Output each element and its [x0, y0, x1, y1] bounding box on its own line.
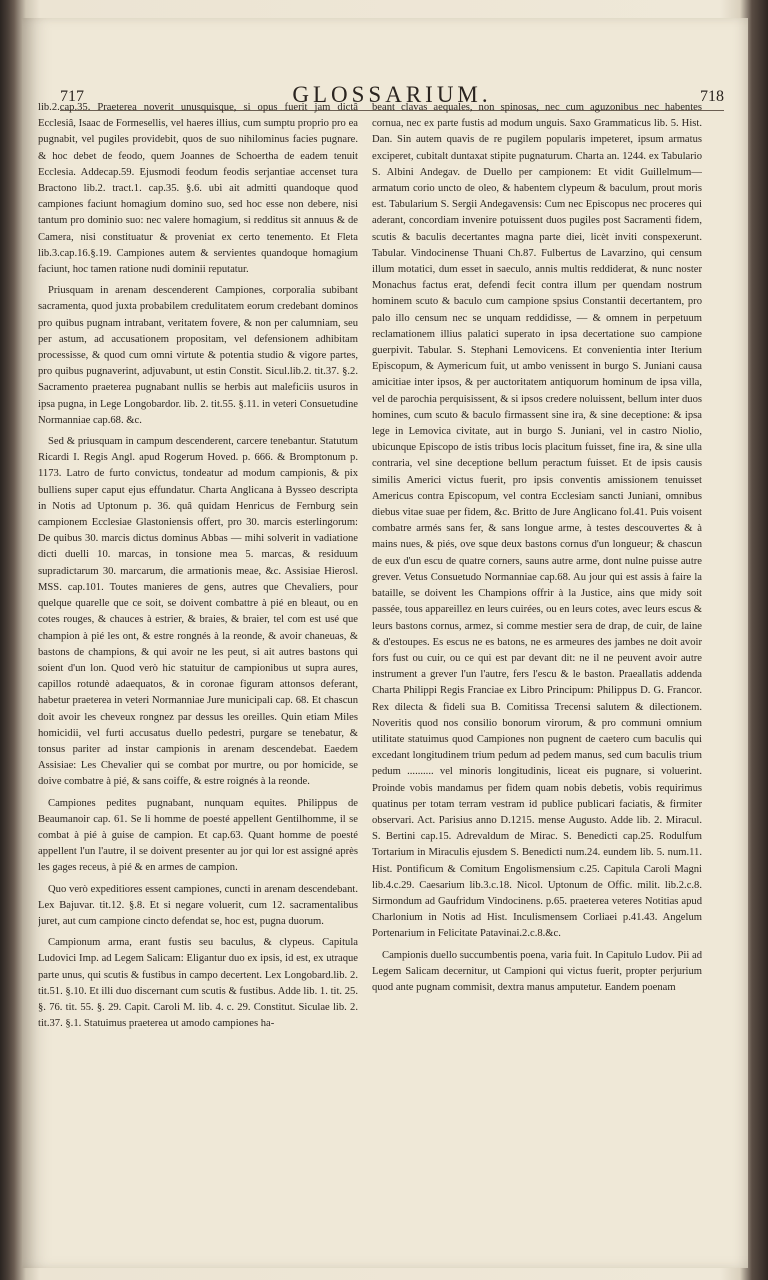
left-paragraph: Sed & priusquam in campum descenderent, carcere tenebantur. Statutum Ricardi I. Regis Angl. apud Rogerum Hoved. p. 666. & Bromptonum p. 1173. Latro de furto convictus, tondeatur ad modum campionis, & pix bulliens super caput ejus effundatur. Charta Anglicana à Bysseo descripta in Notis ad Uptonum p. 36. quâ quidam Henricus de Fernburg sein campionem Ecclesiae Glastoniensis offert, pro 30. marcis esterlingorum: De quibus 30. marcis dictus dominus Abbas — mihi solverit in vadiatione dicti duelli 10. marcas, in tonsione mea 5. marcas, & residuum supradictarum 30. marcarum, die armationis meae, &c. Assisiae Hierosl. MSS. cap.101. Toutes manieres de gens, autres que Chevaliers, pour quelque quarelle que ce soit, se doivent combattre à pié en bleaut, ou en cotes rouges, & chauces à estrier, & braies, & braier, tel com est usé que champion à pié les ont, & estre rongnés à la reonde, & avoir chaneuas, & bastons de champions, & qui avoir ne les peut, si ait autres bastons qui soient d'un lon. Quod verò hic statuitur de campionibus ut supra aures, capillos rotundè adaequatos, & in coronae figuram attonsos deferant, habetur praeterea in veteri Normanniae Jure municipali cap. 68. Et chascun doit avoir les cheveux rongnez par dessus les oreilles. Quin etiam Miles homicidii, vel furti accusatus duello pedestri, purgare se tenebatur, & tonsus pariter ad instar campionis in arenam descendebat. Eaedem Assisiae: Les Chevalier qui se combat por murtre, ou por homicide, se doive combatre à pié, & sans coiffe, & estre roignés à la reonde.	[38, 436, 358, 788]
left-paragraph: lib.2.cap.35. Praeterea noverit unusquisque, si opus fuerit jam dictâ Ecclesiâ, Isaac de Formesellis, vel haeres illius, cum sumptu proprio pro ea pugnabit, vel pugiles providebit, quos de suo nihilominus facies pugnare. & hoc debet de feodo, quem Joannes de Schoertha de eadem tenuit Ecclesia. Addecap.59. Ejusmodi feodum feodis serjantiae accenset tura Bractono lib.2. tract.1. cap.35. §.6. ubi ait admitti quandoque quod campiones faciunt homagium domino suo, sed hoc esse non debere, nisi tantum pro dominio suo: nec valere homagium, si redditus sit annuus & de Camera, nisi constituatur & proveniat ex certo tenemento. Et Fleta lib.3.cap.16.§.19. Campiones autem & servientes quandoque homagium faciunt, hoc tamen ratione nudi dominii reputatur.	[38, 102, 358, 276]
left-paragraph: Quo verò expeditiores essent campiones, cuncti in arenam descendebant. Lex Bajuvar. tit.12. §.8. Et si negare voluerit, cum 12. sacramentalibus juret, aut cum campione cincto defendat se, hoc est, pugna duorum.	[38, 883, 358, 927]
page-number-right: 718	[700, 88, 724, 105]
right-paragraph: beant clavas aequales, non spinosas, nec cum aguzonibus nec habentes cornua, nec ex parte fustis ad modum unguis. Saxo Grammaticus lib. 5. Hist. Dan. Sin autem quavis de re pugilem popularis impeteret, ipsum armatus exciperet, cubitalt duntaxat stipite pugnaturum. Charta an. 1244. ex Tabulario S. Albini Andegav. de Duello per campionem: Et vidit Guillelmum—armatum corio uncto de oleo, & habentem clypeum & baculum, prout moris est. Tabularium S. Sergii Andegavensis: Cum nec Episcopus nec proceres qui aderant, concordiam invenire potuissent duos pugiles post Sacramenti fidem, scutis & baculis decertantes magna parte diei, licèt inviti conspexerunt. Tabular. Vindocinense Thuani Ch.87. Fulbertus de Lavarzino, qui censum illum motatici, dum esset in saeculo, annis multis reddiderat, & nunc noster Monachus factus erat, defendi fecit contra illum per quendam nostrum hominem scuto & baculo cum campione spsius Constantii decertantem, pro palo illo censum nec se unquam reddidisse, — & omnem in perpetuum reclamationem illius palatici superato in ipsa decertatione suo campione guerpivit. Tabular. S. Stephani Lemovicens. Et convenientia inter Iterium Episcopum, & Aymericum fuit, ut ambo venissent in burgo S. Juniani causa amicitiae inter ipsos, & per auctoritatem antiquorum hominum de ipsa villa, vel de parochia perquisissent, & si ipsos credere noluissent, bellum inter duos homines, cum scuto & baculo firmassent sine ira, & sine deceptione: & ipsa lege in Lemovica civitate, aut in burgo S. Juniani, vel in castro Niolio, ubicunque Episcopo de istis tribus locis placitum fuisset, fine ira, & sine ulla contraria, vel sine deceptione bellum peractum fuisset. Et de ipsis causis similis Americi victus fuerit, pro ipsis conventis amissionem tenuisset Americus contra Episcopum, vel contra Ecclesiam sancti Juniani, omnibus diebus vitae suae per fidem, &c. Britto de Jure Anglicano fol.41. Puis voisent combatre armés sans fer, & sans longue arme, à testes descouvertes & à mains nues, & piés, ove sque deux bastons cornus d'un longueur; & chascun de eux d'un escu de quatre corners, sauns autre arme, dont nulne puisse autre grever. Vetus Consuetudo Normanniae cap.68. Au jour qui est assis à faire la bataille, se doivent les Champions offrir à la Justice, ains que midy soit passée, tous appareillez en leurs cuirées, ou en leurs cotes, avec leurs escus & leurs bastons cornus, armez, si comme mestier sera de drap, de cuir, de laine & d'estoupes. Es escus ne es batons, ne es armeures des jambes ne doit avoir fors fust ou cuir, ou ce qui est par devant dit: ne il ne peuvent avoir autre instrument a grever l'un l'autre, fers l'escu & le baston. Praeallatis addenda Charta Philippi Regis Franciae ex Libro Principum: Philippus D. G. Francor. Rex dilecta & fideli sua B. Comitissa Trecensi salutem & dilectionem. Noveritis quod nos consilio bonorum virorum, & pro communi omnium utilitate statuimus quod Campiones non pugnent de caetero cum baculis qui excedant longitudinem trium pedum ad pedem manus, sed cum baculis trium pedum .......... vel minoris longitudinis, liceat eis pugnare, si voluerint. Proinde vobis mandamus per fidem quam nobis debetis, vobis requirimus quatinus per totam terram vestram id publice publicari faciatis, & firmiter observari. Act. Parisius anno D.1215. mense Augusto. Adde lib. 2. Miracul. S. Bertini cap.15. Adrevaldum de Mirac. S. Benedicti cap.25. Rodulfum Tortarium in Miraculis ejusdem S. Benedicti num.24. eundem lib. 5. num.11. Hist. Pontificum & Comitum Engolismensium c.25. Capitula Caroli Magni lib.4.c.29. Caesarium lib.3.c.18. Nicol. Uptonum de Offic. milit. lib.2.c.8. Sirmondum ad Gaufridum Vindocinens. p.65. praeterea veteres Notitias apud Charlonium in Notis ad Hist. Inculismensem Corliaei p.41.43. Angelum Portenarium in Felicitate Patavinai.2.c.8.&c.	[372, 102, 702, 940]
right-column	[372, 100, 702, 1250]
right-paragraph: Campionis duello succumbentis poena, varia fuit. In Capitulo Ludov. Pii ad Legem Salicam decernitur, ut Campioni qui victus fuerit, propter perjurium quod ante pugnam commisit, dextra manus amputetur. Eandem poenam	[372, 949, 702, 993]
running-title: GLOSSARIUM.	[292, 82, 492, 107]
page-number-left: 717	[60, 88, 84, 105]
left-column	[38, 100, 358, 1250]
left-paragraph: Campiones pedites pugnabant, nunquam equites. Philippus de Beaumanoir cap. 61. Se li homme de poesté appellent Gentilhomme, il se combat à pié à guise de campion. Et cap.63. Quant homme de poesté appellent l'un l'autre, il se doivent presenter au jor qui lor est assigné après les gages receus, à pié & en armes de campion.	[38, 797, 358, 874]
left-paragraph: Priusquam in arenam descenderent Campiones, corporalia subibant sacramenta, quod juxta probabilem credulitatem eorum credebant dominos pro quibus pugnam intrabant, veritatem fovere, & non per calumniam, seu per astum, ad accusationem propositam, vel defensionem adhibitam processisse, & quod cum omni virtute & potentia studio & vigore partes, pro quibus pugnaverint, adjuvabunt, ut estin Constit. Sicul.lib.2. tit.37. §.2. Sacramento praeterea pugnabant nullis se herbis aut maleficiis usuros in ipsa pugna, in Lege Longobardor. lib. 2. tit.55. §.11. in veteri Consuetudine Normanniae cap.68. &c.	[38, 285, 358, 426]
left-paragraph: Campionum arma, erant fustis seu baculus, & clypeus. Capitula Ludovici Imp. ad Legem Salicam: Eligantur duo ex ipsis, id est, ex utraque parte unus, qui scutis & fustibus in campo decertent. Lex Longobard.lib. 2. tit.51. §.10. Et illi duo discernant cum scutis & fustibus. Adde lib. 1. tit. 25. §. 76. tit. 55. §. 29. Capit. Caroli M. lib. 4. c. 29. Constitut. Siculae lib. 2. tit.37. §.1. Statuimus praeterea ut amodo campiones ha-	[38, 937, 358, 1030]
